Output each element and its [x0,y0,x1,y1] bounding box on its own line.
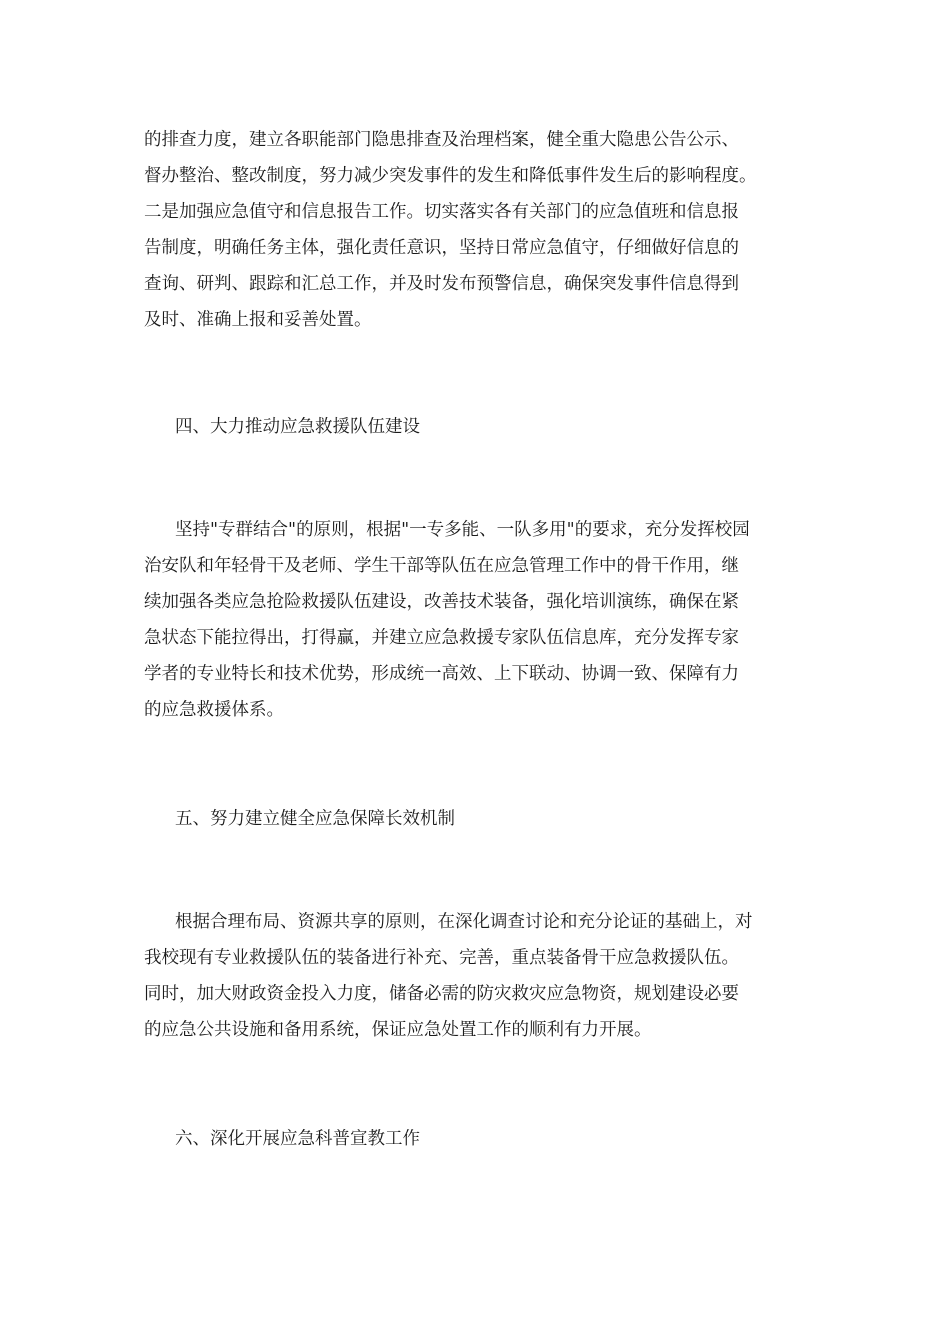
text-line: 同时，加大财政资金投入力度，储备必需的防灾救灾应急物资，规划建设必要 [144,984,739,1004]
text-line: 急状态下能拉得出，打得赢，并建立应急救援专家队伍信息库，充分发挥专家 [144,628,739,648]
text-line: 的应急公共设施和备用系统，保证应急处置工作的顺利有力开展。 [144,1020,652,1040]
text-line: 治安队和年轻骨干及老师、学生干部等队伍在应急管理工作中的骨干作用，继 [144,556,739,576]
section-heading: 五、努力建立健全应急保障长效机制 [175,809,455,829]
text-line: 的排查力度，建立各职能部门隐患排查及治理档案，健全重大隐患公告公示、 [144,130,739,150]
text-line: 学者的专业特长和技术优势，形成统一高效、上下联动、协调一致、保障有力 [144,664,739,684]
text-line: 督办整治、整改制度，努力减少突发事件的发生和降低事件发生后的影响程度。 [144,166,757,186]
text-line: 及时、准确上报和妥善处置。 [144,310,372,330]
text-line: 告制度，明确任务主体，强化责任意识，坚持日常应急值守，仔细做好信息的 [144,238,739,258]
text-line: 根据合理布局、资源共享的原则，在深化调查讨论和充分论证的基础上，对 [175,912,753,932]
text-line: 续加强各类应急抢险救援队伍建设，改善技术装备，强化培训演练，确保在紧 [144,592,739,612]
section-heading: 六、深化开展应急科普宣教工作 [175,1129,420,1149]
text-line: 坚持"专群结合"的原则，根据"一专多能、一队多用"的要求，充分发挥校园 [175,520,750,540]
section-heading: 四、大力推动应急救援队伍建设 [175,417,420,437]
text-line: 我校现有专业救援队伍的装备进行补充、完善，重点装备骨干应急救援队伍。 [144,948,739,968]
text-line: 的应急救援体系。 [144,700,284,720]
text-line: 二是加强应急值守和信息报告工作。切实落实各有关部门的应急值班和信息报 [144,202,739,222]
text-line: 查询、研判、跟踪和汇总工作，并及时发布预警信息，确保突发事件信息得到 [144,274,739,294]
